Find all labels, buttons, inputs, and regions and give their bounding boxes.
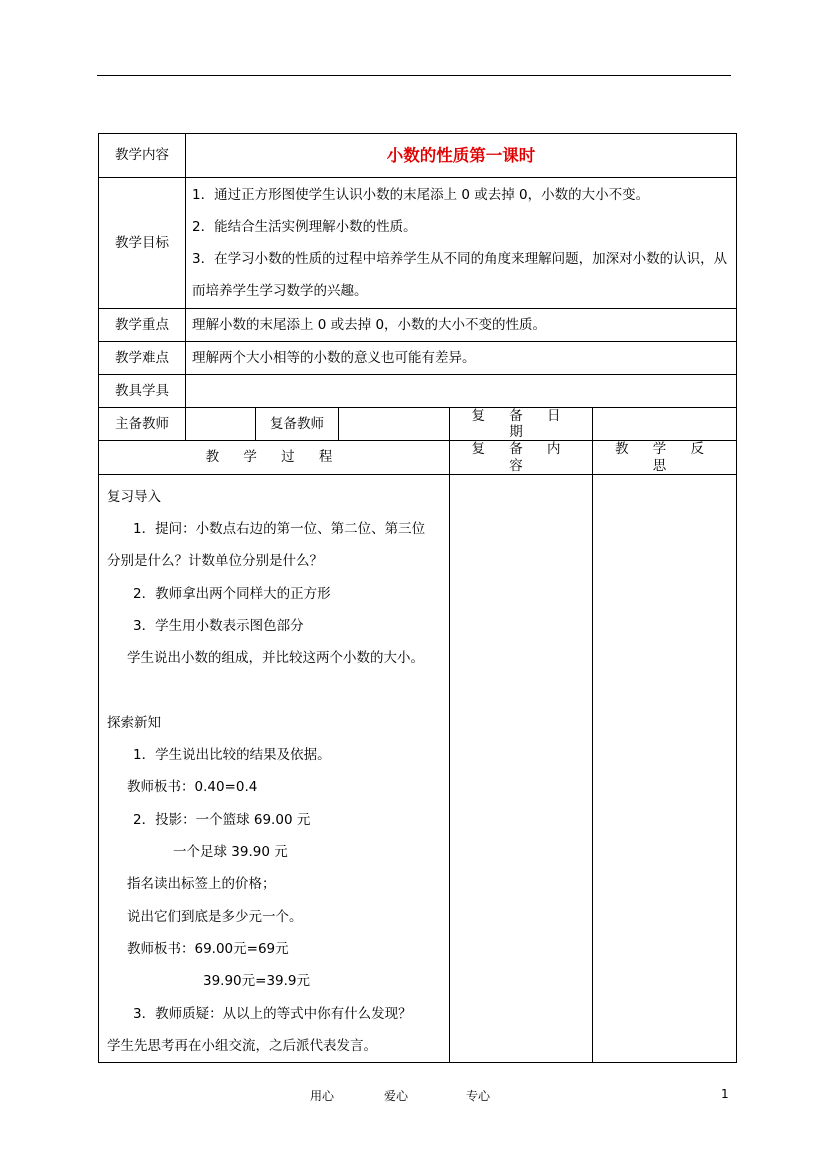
prep-content-cell [450,474,593,1062]
section-heading: 复习导入 [107,488,161,505]
lead-teacher-label: 主备教师 [99,408,186,441]
process-line: 说出它们到底是多少元一个。 [127,908,303,925]
process-line: 学生说出小数的组成，并比较这两个小数的大小。 [127,650,424,667]
lead-teacher-value [186,408,256,441]
goals-label: 教学目标 [99,178,186,309]
process-line: 教师板书：0.40=0.4 [127,779,258,796]
footer-word: 爱心 [384,1089,409,1103]
goal-item: 3．在学习小数的性质的过程中培养学生从不同的角度来理解问题，加深对小数的认识，从而培养学生学习数学的兴趣。 [192,251,728,299]
process-line: 教师板书：69.00元=69元 [127,940,289,957]
lesson-title: 小数的性质第一课时 [186,134,737,178]
prep-content-header: 复 备 内 容 [450,441,593,474]
process-content [99,474,450,1062]
aids-text [186,375,737,408]
lesson-plan-table [98,133,737,1063]
aids-label: 教具学具 [99,375,186,408]
process-line: 1．学生说出比较的结果及依据。 [133,747,331,764]
key-row [99,309,737,342]
goal-item: 2．能结合生活实例理解小数的性质。 [192,219,417,235]
process-line: 3．学生用小数表示图色部分 [133,617,304,634]
process-line: 指名读出标签上的价格； [127,876,276,893]
co-teacher-label: 复备教师 [256,408,339,441]
footer-word: 用心 [310,1089,335,1103]
reflection-cell [593,474,737,1062]
co-teacher-value [339,408,450,441]
goals-cell [186,178,737,309]
process-line: 2．教师拿出两个同样大的正方形 [133,585,331,602]
process-line: 分别是什么？计数单位分别是什么？ [107,553,323,570]
section-header-row [99,441,737,474]
prep-date-label: 复 备 日 期 [450,408,593,441]
goals-row [99,178,737,309]
footer-word: 专心 [466,1089,491,1103]
process-line: 3．教师质疑：从以上的等式中你有什么发现？ [133,1005,412,1022]
section-heading: 探索新知 [107,714,161,731]
difficulty-text: 理解两个大小相等的小数的意义也可能有差异。 [186,342,737,375]
reflection-header: 教 学 反 思 [593,441,737,474]
aids-row [99,375,737,408]
process-line: 1．提问：小数点右边的第一位、第二位、第三位 [133,521,426,538]
key-text: 理解小数的末尾添上 0 或去掉 0，小数的大小不变的性质。 [186,309,737,342]
page-number: 1 [721,1087,729,1101]
difficulty-row [99,342,737,375]
blank-line [107,675,445,707]
process-row [99,474,737,1062]
header-rule [97,75,731,76]
goal-item: 1．通过正方形图使学生认识小数的末尾添上 0 或去掉 0，小数的大小不变。 [192,187,650,203]
prep-date-value [593,408,737,441]
process-line: 39.90元=39.9元 [203,973,311,990]
content-label: 教学内容 [99,134,186,178]
process-line: 一个足球 39.90 元 [173,844,288,861]
teachers-row [99,408,737,441]
content-row [99,134,737,178]
process-header: 教 学 过 程 [99,441,450,474]
process-line: 学生先思考再在小组交流，之后派代表发言。 [107,1037,377,1054]
process-line: 2．投影：一个篮球 69.00 元 [133,811,311,828]
difficulty-label: 教学难点 [99,342,186,375]
key-label: 教学重点 [99,309,186,342]
